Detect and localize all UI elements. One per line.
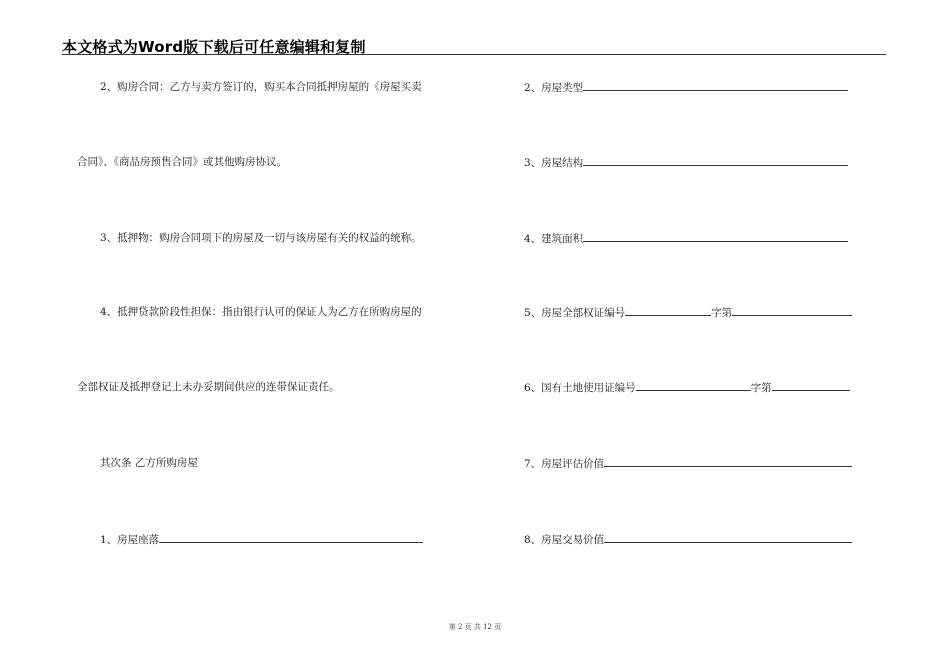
field-label: 5、房屋全部权证编号 <box>524 307 626 319</box>
fill-in-blank <box>772 380 850 391</box>
section-title-purchased-house: 其次条 乙方所购房屋 <box>100 457 198 469</box>
field-label: 8、房屋交易价值 <box>524 534 605 546</box>
field-transaction-value <box>524 532 852 547</box>
header-divider <box>62 54 886 55</box>
document-header-title: 本文格式为Word版下载后可任意编辑和复制 <box>62 38 366 56</box>
definition-guarantee-line2: 全部权证及抵押登记上未办妥期间供应的连带保证责任。 <box>77 381 340 393</box>
fill-in-blank <box>636 380 751 391</box>
field-house-location <box>100 532 423 547</box>
field-house-type <box>524 80 848 95</box>
field-land-use-certificate-number <box>524 380 850 395</box>
field-house-structure <box>524 155 848 170</box>
definition-guarantee-line1: 4、抵押贷款阶段性担保：指由银行认可的保证人为乙方在所购房屋的 <box>100 306 422 318</box>
fill-in-blank <box>604 532 852 543</box>
field-label: 7、房屋评估价值 <box>524 458 605 470</box>
field-ownership-certificate-number <box>524 305 852 320</box>
fill-in-blank <box>583 155 848 166</box>
field-separator-text: 字第 <box>750 382 772 394</box>
fill-in-blank <box>604 456 852 467</box>
definition-collateral: 3、抵押物：购房合同项下的房屋及一切与该房屋有关的权益的统称。 <box>100 232 422 244</box>
field-separator-text: 字第 <box>711 307 733 319</box>
definition-purchase-contract-line1: 2、购房合同：乙方与卖方签订的，购买本合同抵押房屋的《房屋买卖 <box>100 81 422 93</box>
field-appraised-value <box>524 456 852 471</box>
field-label: 3、房屋结构 <box>524 157 584 169</box>
field-floor-area <box>524 231 848 246</box>
field-label: 2、房屋类型 <box>524 82 584 94</box>
fill-in-blank <box>583 80 848 91</box>
field-label: 6、国有土地使用证编号 <box>524 382 636 394</box>
fill-in-blank <box>625 305 711 316</box>
fill-in-blank <box>732 305 852 316</box>
fill-in-blank <box>583 231 848 242</box>
definition-purchase-contract-line2: 合同》、《商品房预售合同》或其他购房协议。 <box>77 156 287 168</box>
fill-in-blank <box>159 532 423 543</box>
field-label: 4、建筑面积 <box>524 233 584 245</box>
page-number-footer: 第 2 页 共 12 页 <box>448 623 502 631</box>
field-label: 1、房屋座落 <box>100 534 160 546</box>
